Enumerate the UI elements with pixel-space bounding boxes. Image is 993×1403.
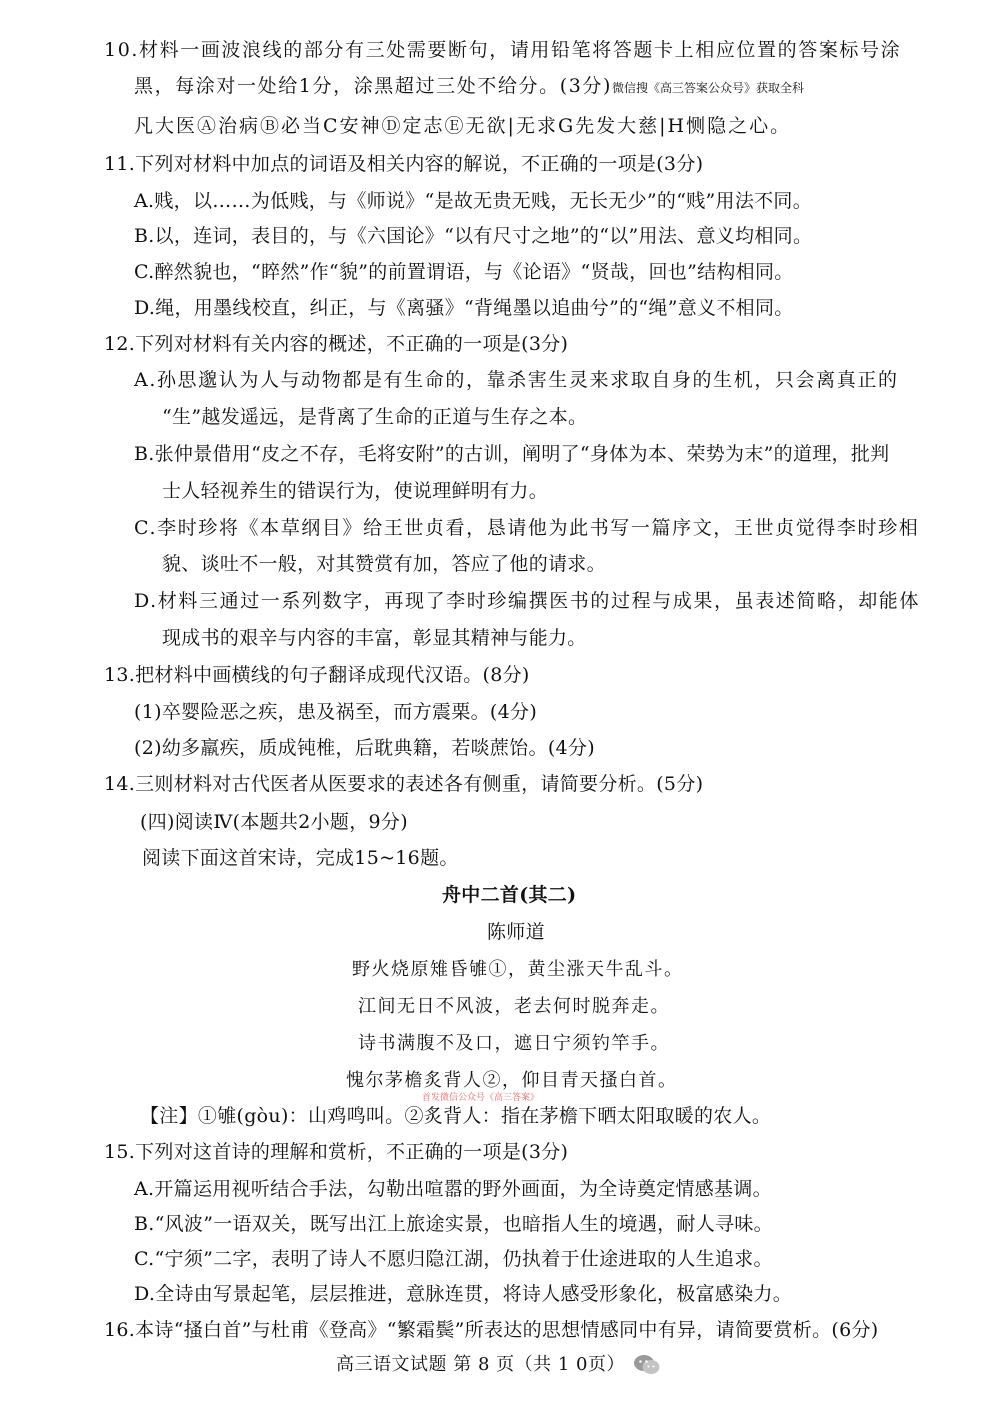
q11-option-a: A.贱，以……为低贱，与《师说》“是故无贵无贱，无长无少”的“贱”用法不同。 [134,190,813,212]
q13-item-2: (2)幼多羸疾，质成钝椎，后耽典籍，若啖蔗饴。(4分) [134,737,595,759]
poem-line-1: 野火烧原雉昏雊①，黄尘涨天牛乱斗。 [352,959,684,980]
poem-watermark: 首发微信公众号《高三答案》 [422,1093,540,1103]
q15-option-b: B.“风波”一语双关，既写出江上旅途实景，也暗指人生的境遇，耐人寻味。 [134,1213,773,1235]
poem-line-3: 诗书满腹不及口，遮日宁须钓竿手。 [358,1033,670,1054]
q11-option-c: C.醉然貌也，“睟然”作“貌”的前置谓语，与《论语》“贤哉，回也”结构相同。 [134,261,794,283]
q10-passage: 凡大医Ⓐ治病Ⓑ必当C安神Ⓓ定志Ⓔ无欲|无求G先发大慈|H恻隐之心。 [134,115,792,137]
q14-stem: 14.三则材料对古代医者从医要求的表述各有侧重，请简要分析。(5分) [104,773,704,795]
q10-watermark-note: 微信搜《高三答案公众号》获取全科 [612,81,805,95]
q11-option-b: B.以，连词，表目的，与《六国论》“以有尺寸之地”的“以”用法、意义均相同。 [134,225,813,247]
q12-option-b-line2: 士人轻视养生的错误行为，使说理鲜明有力。 [162,480,549,502]
page-footer: 高三语文试题 第 8 页（共 1 0页） [336,1354,625,1375]
q12-option-c-line2: 貌、谈吐不一般，对其赞赏有加，答应了他的请求。 [162,553,606,575]
wechat-icon [632,1352,662,1378]
q11-option-d: D.绳，用墨线校直，纠正，与《离骚》“背绳墨以追曲兮”的“绳”意义不相同。 [134,297,794,319]
section-instruction: 阅读下面这首宋诗，完成15~16题。 [142,847,459,869]
poem-line-4: 愧尔茅檐炙背人②，仰目青天搔白首。 [346,1070,678,1091]
q15-option-d: D.全诗由写景起笔，层层推进，意脉连贯，将诗人感受形象化，极富感染力。 [134,1283,793,1305]
q15-option-c: C.“宁须”二字，表明了诗人不愿归隐江湖，仍执着于仕途进取的人生追求。 [134,1248,773,1270]
q12-option-d-line2: 现成书的艰辛与内容的丰富，彰显其精神与能力。 [162,627,587,649]
q12-option-c-line1: C.李时珍将《本草纲目》给王世贞看，恳请他为此书写一篇序文，王世贞觉得李时珍相 [134,517,920,539]
q10-line2 [134,74,804,100]
q12-option-d-line1: D.材料三通过一系列数字，再现了李时珍编撰医书的过程与成果，虽表述简略，却能体 [134,590,920,612]
poem-line-2: 江间无日不风波，老去何时脱奔走。 [358,996,670,1017]
q11-stem: 11.下列对材料中加点的词语及相关内容的解说，不正确的一项是(3分) [104,153,704,175]
q13-item-1: (1)卒婴险恶之疾，患及祸至，而方震栗。(4分) [134,701,538,723]
q15-stem: 15.下列对这首诗的理解和赏析，不正确的一项是(3分) [104,1141,569,1163]
q12-stem: 12.下列对材料有关内容的概述，不正确的一项是(3分) [104,333,569,355]
q15-option-a: A.开篇运用视听结合手法，勾勒出喧嚣的野外画面，为全诗奠定情感基调。 [134,1178,772,1200]
q12-option-a-line1: A.孙思邈认为人与动物都是有生命的，靠杀害生灵来求取自身的生机，只会离真正的 [134,369,899,391]
q10-line1: 10.材料一画波浪线的部分有三处需要断句，请用铅笔将答题卡上相应位置的答案标号涂 [104,39,902,61]
poem-author: 陈师道 [487,921,545,943]
section-heading: (四)阅读Ⅳ(本题共2小题，9分) [140,811,408,833]
q12-option-a-line2: “生”越发遥远，是背离了生命的正道与生存之本。 [162,406,588,428]
q10-line2-main: 黑，每涂对一处给1分，涂黑超过三处不给分。(3分) [134,75,613,97]
q13-stem: 13.把材料中画横线的句子翻译成现代汉语。(8分) [104,664,530,686]
poem-title: 舟中二首(其二) [442,884,577,906]
q12-option-b-line1: B.张仲景借用“皮之不存，毛将安附”的古训，阐明了“身体为本、荣势为末”的道理，批判 [134,443,890,465]
q16-stem: 16.本诗“搔白首”与杜甫《登高》“繁霜鬓”所表达的思想情感同中有异，请简要赏析。(6分) [104,1319,879,1341]
poem-note: 【注】①雊(gòu)：山鸡鸣叫。②炙背人：指在茅檐下晒太阳取暖的农人。 [140,1105,772,1127]
